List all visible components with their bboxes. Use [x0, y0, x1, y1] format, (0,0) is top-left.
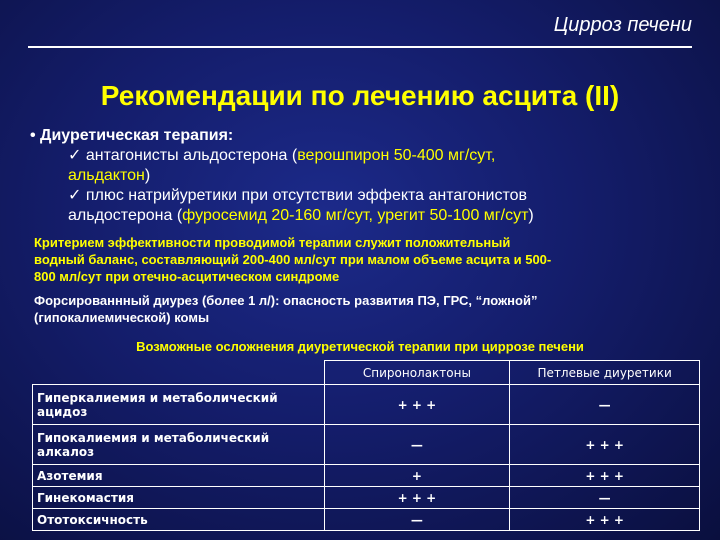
diuretic-item-2: ✓ плюс натрийуретики при отсутствии эффекта антагонистов [68, 187, 527, 204]
table-header-spironolactones: Спиронолактоны [324, 361, 510, 385]
row-loop: + + + [510, 465, 700, 487]
table-row [33, 465, 700, 487]
diuretic-therapy-block [30, 126, 690, 226]
diuretic-item-2-close: ) [528, 207, 534, 224]
row-spiro: — [324, 509, 510, 531]
table-row [33, 487, 700, 509]
diuretic-item-2-text: альдостерона ( [68, 207, 183, 224]
row-name: Гиперкалиемия и метаболический ацидоз [33, 385, 325, 425]
row-spiro: — [324, 425, 510, 465]
criterion-block [34, 234, 694, 285]
criterion-line-1: Критерием эффективности проводимой терапии служит положительный [34, 235, 511, 250]
row-name: Ототоксичность [33, 509, 325, 531]
table-row [33, 509, 700, 531]
diuretic-item-1 [30, 146, 690, 166]
forced-line-2: (гипокалиемической) комы [34, 310, 210, 325]
row-spiro: + [324, 465, 510, 487]
diuretic-item-2-cont [30, 206, 690, 226]
table-title: Возможные осложнения диуретической терапии при циррозе печени [136, 339, 584, 354]
table-header-loop-diuretics: Петлевые диуретики [510, 361, 700, 385]
row-spiro: + + + [324, 385, 510, 425]
table-row [33, 385, 700, 425]
row-loop: + + + [510, 425, 700, 465]
row-loop: + + + [510, 509, 700, 531]
row-loop: — [510, 385, 700, 425]
header-rule [28, 46, 692, 48]
slide-title: Рекомендации по лечению асцита (II) [100, 80, 620, 111]
diuretic-item-1-cont [30, 166, 690, 186]
row-name: Азотемия [33, 465, 325, 487]
criterion-line-2: водный баланс, составляющий 200-400 мл/сут при малом объеме асцита и 500- [34, 252, 552, 267]
row-loop: — [510, 487, 700, 509]
complications-table [32, 360, 700, 531]
row-name: Гинекомастия [33, 487, 325, 509]
criterion-line-3: 800 мл/сут при отечно-асцитическом синдроме [34, 269, 340, 284]
forced-diuresis-block [34, 292, 694, 326]
header-title: Цирроз печени [553, 14, 692, 36]
diuretic-item-2-drug: фуросемид 20-160 мг/сут, урегит 50-100 мг/сут [182, 207, 529, 224]
row-spiro: + + + [324, 487, 510, 509]
diuretic-item-1-text: ✓ антагонисты альдостерона ( [68, 147, 298, 164]
table-row [33, 425, 700, 465]
diuretic-item-1-close: ) [144, 167, 151, 184]
forced-line-1: Форсированнный диурез (более 1 л/): опасность развития ПЭ, ГРС, “ложной” [34, 293, 538, 308]
row-name: Гипокалиемия и метаболический алкалоз [33, 425, 325, 465]
diuretic-item-1-drug2: альдактон [68, 167, 145, 184]
diuretic-heading: • Диуретическая терапия: [30, 127, 234, 144]
table-header-row [33, 361, 700, 385]
diuretic-item-1-drug: верошпирон 50-400 мг/сут, [297, 147, 496, 164]
table-header-blank [33, 361, 325, 385]
